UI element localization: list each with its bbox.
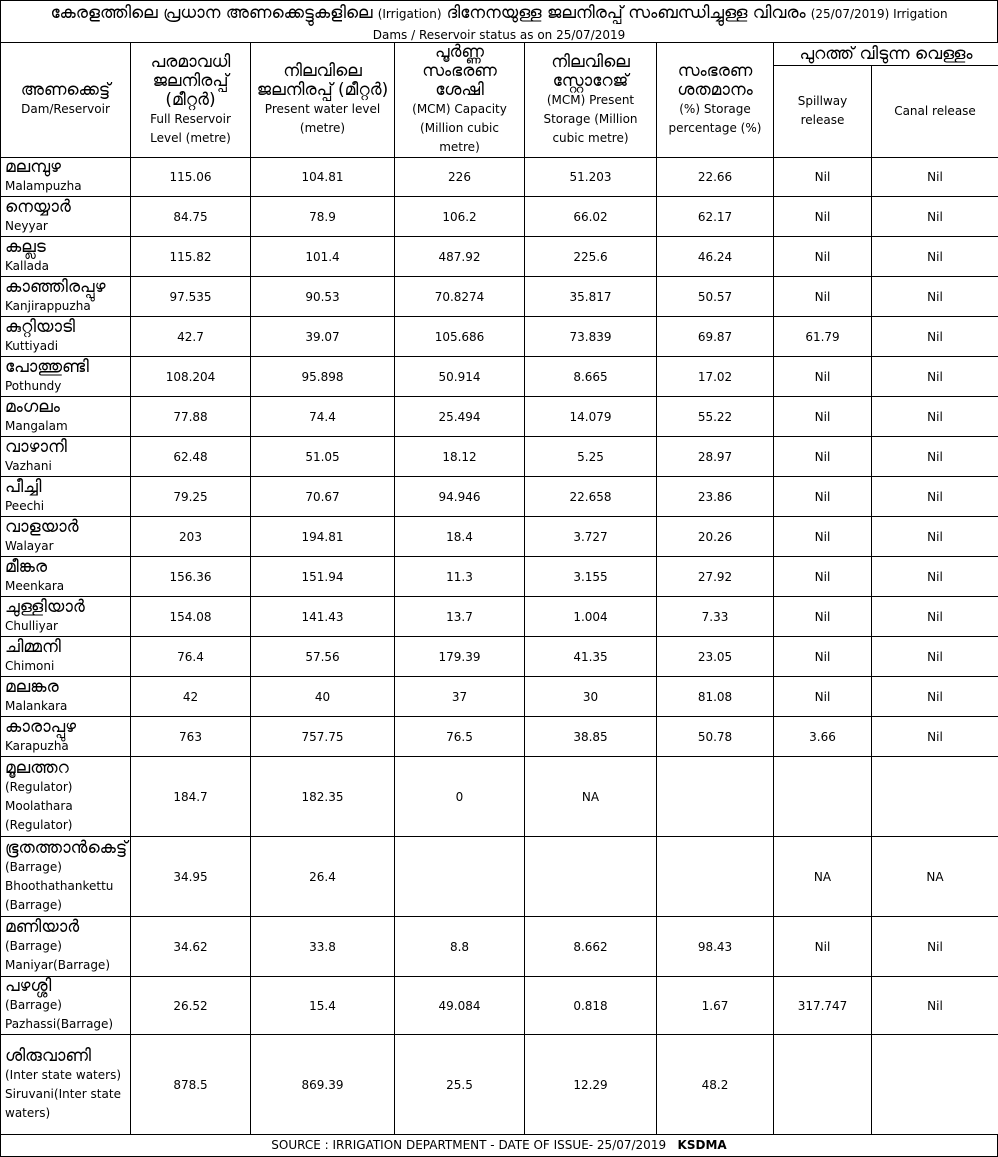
- table-row: [1, 158, 998, 197]
- cell-spill: Nil: [774, 557, 872, 597]
- cell-canal: Nil: [872, 277, 998, 317]
- table-row: [1, 677, 998, 717]
- dam-name-ml: ശിരുവാണി: [5, 1047, 127, 1066]
- cell-sto: 38.85: [525, 717, 657, 757]
- table-row: [1, 357, 998, 397]
- cell-frl: 154.08: [131, 597, 251, 637]
- cell-pwl: 194.81: [251, 517, 395, 557]
- cell-sto: 8.665: [525, 357, 657, 397]
- dam-name-cell: [1, 277, 131, 317]
- dam-name-cell: [1, 477, 131, 517]
- dam-name-ml: വാളയാർ: [5, 518, 127, 537]
- table-row: [1, 917, 998, 977]
- cell-pwl: 104.81: [251, 158, 395, 197]
- cell-sto: 73.839: [525, 317, 657, 357]
- cell-spill: 61.79: [774, 317, 872, 357]
- dam-name-en: (Barrage) Pazhassi(Barrage): [5, 996, 127, 1034]
- cell-spill: [774, 1035, 872, 1135]
- cell-cap: 106.2: [395, 197, 525, 237]
- title-en-line2: Dams / Reservoir status as on 25/07/2019: [373, 28, 626, 42]
- cell-pct: 50.78: [657, 717, 774, 757]
- dam-name-cell: [1, 1035, 131, 1135]
- cell-pwl: 869.39: [251, 1035, 395, 1135]
- page-title: [0, 0, 998, 42]
- dam-name-cell: [1, 158, 131, 197]
- dam-name-ml: കാരാപ്പുഴ: [5, 718, 127, 737]
- dam-name-en: Karapuzha: [5, 737, 127, 756]
- cell-sto: 30: [525, 677, 657, 717]
- cell-canal: Nil: [872, 437, 998, 477]
- dam-name-cell: [1, 717, 131, 757]
- cell-pct: 27.92: [657, 557, 774, 597]
- dam-name-cell: [1, 637, 131, 677]
- header-dam: അണക്കെട്ട് Dam/Reservoir: [1, 43, 131, 158]
- cell-pct: 22.66: [657, 158, 774, 197]
- cell-pwl: 101.4: [251, 237, 395, 277]
- dam-name-en: Vazhani: [5, 457, 127, 476]
- cell-frl: 763: [131, 717, 251, 757]
- cell-cap: 18.4: [395, 517, 525, 557]
- dam-name-en: Mangalam: [5, 417, 127, 436]
- dam-name-en: Meenkara: [5, 577, 127, 596]
- cell-spill: NA: [774, 837, 872, 917]
- dam-name-en: (Barrage) Maniyar(Barrage): [5, 937, 127, 975]
- dam-name-cell: [1, 837, 131, 917]
- header-canal: Canal release: [872, 65, 998, 157]
- dam-name-ml: ചുള്ളിയാർ: [5, 598, 127, 617]
- dam-name-cell: [1, 557, 131, 597]
- cell-cap: [395, 837, 525, 917]
- cell-canal: Nil: [872, 637, 998, 677]
- cell-cap: 25.494: [395, 397, 525, 437]
- dam-name-ml: കുറ്റിയാടി: [5, 318, 127, 337]
- cell-sto: 66.02: [525, 197, 657, 237]
- cell-canal: Nil: [872, 317, 998, 357]
- cell-pct: 46.24: [657, 237, 774, 277]
- dam-name-ml: ചിമ്മനി: [5, 638, 127, 657]
- cell-pwl: 15.4: [251, 977, 395, 1035]
- cell-spill: Nil: [774, 277, 872, 317]
- dam-name-cell: [1, 677, 131, 717]
- table-row: [1, 237, 998, 277]
- cell-cap: 18.12: [395, 437, 525, 477]
- dam-name-cell: [1, 197, 131, 237]
- cell-canal: Nil: [872, 557, 998, 597]
- cell-pwl: 70.67: [251, 477, 395, 517]
- cell-frl: 62.48: [131, 437, 251, 477]
- cell-cap: 49.084: [395, 977, 525, 1035]
- cell-spill: 317.747: [774, 977, 872, 1035]
- cell-spill: Nil: [774, 237, 872, 277]
- cell-pct: 1.67: [657, 977, 774, 1035]
- cell-pwl: 151.94: [251, 557, 395, 597]
- dam-name-en: Kanjirappuzha: [5, 297, 127, 316]
- dam-name-ml: പോത്തുണ്ടി: [5, 358, 127, 377]
- table-row: [1, 397, 998, 437]
- header-spillway: Spillway release: [774, 65, 872, 157]
- cell-pct: 17.02: [657, 357, 774, 397]
- cell-spill: [774, 757, 872, 837]
- cell-sto: 0.818: [525, 977, 657, 1035]
- cell-sto: 12.29: [525, 1035, 657, 1135]
- cell-frl: 115.82: [131, 237, 251, 277]
- dam-name-en: Pothundy: [5, 377, 127, 396]
- cell-canal: Nil: [872, 237, 998, 277]
- cell-frl: 76.4: [131, 637, 251, 677]
- cell-pwl: 141.43: [251, 597, 395, 637]
- cell-cap: 8.8: [395, 917, 525, 977]
- cell-frl: 77.88: [131, 397, 251, 437]
- cell-frl: 84.75: [131, 197, 251, 237]
- dam-name-en: Malankara: [5, 697, 127, 716]
- table-row: [1, 597, 998, 637]
- cell-canal: Nil: [872, 717, 998, 757]
- cell-cap: 94.946: [395, 477, 525, 517]
- cell-pct: 98.43: [657, 917, 774, 977]
- dam-name-en: Neyyar: [5, 217, 127, 236]
- table-row: [1, 197, 998, 237]
- dam-name-ml: നെയ്യാർ: [5, 198, 127, 217]
- cell-sto: 22.658: [525, 477, 657, 517]
- cell-spill: Nil: [774, 637, 872, 677]
- cell-cap: 50.914: [395, 357, 525, 397]
- cell-canal: [872, 757, 998, 837]
- cell-cap: 25.5: [395, 1035, 525, 1135]
- source-agency: KSDMA: [678, 1138, 727, 1152]
- dam-name-ml: മീങ്കര: [5, 558, 127, 577]
- table-row: [1, 717, 998, 757]
- cell-frl: 26.52: [131, 977, 251, 1035]
- cell-cap: 13.7: [395, 597, 525, 637]
- cell-frl: 108.204: [131, 357, 251, 397]
- cell-pct: 28.97: [657, 437, 774, 477]
- cell-frl: 42: [131, 677, 251, 717]
- dam-name-ml: ഭൂതത്താൻകെട്ട്: [5, 839, 127, 858]
- cell-canal: Nil: [872, 397, 998, 437]
- cell-sto: 3.155: [525, 557, 657, 597]
- table-row: [1, 437, 998, 477]
- cell-cap: 37: [395, 677, 525, 717]
- table-row: [1, 637, 998, 677]
- cell-pwl: 40: [251, 677, 395, 717]
- cell-pct: 81.08: [657, 677, 774, 717]
- table-body: [1, 158, 998, 1135]
- dam-name-en: Chulliyar: [5, 617, 127, 636]
- cell-sto: 35.817: [525, 277, 657, 317]
- table-row: [1, 837, 998, 917]
- cell-pwl: 57.56: [251, 637, 395, 677]
- header-storage: നിലവിലെ സ്റ്റോറേജ് (MCM) Present Storage (Million cubic metre): [525, 43, 657, 158]
- cell-frl: 184.7: [131, 757, 251, 837]
- cell-canal: Nil: [872, 477, 998, 517]
- dam-name-ml: കാഞ്ഞിരപ്പുഴ: [5, 278, 127, 297]
- dam-name-ml: പീച്ചി: [5, 478, 127, 497]
- cell-pct: 23.86: [657, 477, 774, 517]
- table-row: [1, 557, 998, 597]
- dam-name-en: Kallada: [5, 257, 127, 276]
- cell-frl: 156.36: [131, 557, 251, 597]
- dam-name-ml: മണിയാർ: [5, 918, 127, 937]
- cell-cap: 179.39: [395, 637, 525, 677]
- dam-name-cell: [1, 917, 131, 977]
- cell-frl: 878.5: [131, 1035, 251, 1135]
- dam-name-ml: മലമ്പുഴ: [5, 158, 127, 177]
- cell-canal: NA: [872, 837, 998, 917]
- header-pwl: നിലവിലെ ജലനിരപ്പ് (മീറ്റർ) Present water level (metre): [251, 43, 395, 158]
- title-en-1: (Irrigation): [378, 7, 442, 21]
- cell-frl: 115.06: [131, 158, 251, 197]
- table-row: [1, 977, 998, 1035]
- cell-canal: [872, 1035, 998, 1135]
- dam-name-en: Chimoni: [5, 657, 127, 676]
- cell-pct: [657, 837, 774, 917]
- cell-canal: Nil: [872, 597, 998, 637]
- cell-pwl: 757.75: [251, 717, 395, 757]
- header-outflow: പുറത്ത് വിടുന്ന വെള്ളം: [774, 43, 998, 66]
- header-percentage: സംഭരണ ശതമാനം (%) Storage percentage (%): [657, 43, 774, 158]
- dam-name-cell: [1, 977, 131, 1035]
- cell-pct: 48.2: [657, 1035, 774, 1135]
- cell-frl: 42.7: [131, 317, 251, 357]
- cell-pct: [657, 757, 774, 837]
- cell-spill: Nil: [774, 917, 872, 977]
- dam-name-cell: [1, 397, 131, 437]
- table-row: [1, 517, 998, 557]
- table-row: [1, 477, 998, 517]
- dam-name-en: Malampuzha: [5, 177, 127, 196]
- cell-pct: 50.57: [657, 277, 774, 317]
- cell-pwl: 90.53: [251, 277, 395, 317]
- dam-name-en: (Inter state waters) Siruvani(Inter state waters): [5, 1066, 127, 1123]
- cell-pct: 55.22: [657, 397, 774, 437]
- cell-pwl: 26.4: [251, 837, 395, 917]
- cell-cap: 11.3: [395, 557, 525, 597]
- cell-frl: 203: [131, 517, 251, 557]
- title-ml-1: കേരളത്തിലെ പ്രധാന അണക്കെട്ടുകളിലെ: [50, 3, 372, 23]
- dam-name-cell: [1, 517, 131, 557]
- cell-spill: Nil: [774, 437, 872, 477]
- cell-pwl: 74.4: [251, 397, 395, 437]
- cell-spill: Nil: [774, 397, 872, 437]
- cell-pwl: 33.8: [251, 917, 395, 977]
- cell-cap: 487.92: [395, 237, 525, 277]
- cell-canal: Nil: [872, 677, 998, 717]
- cell-pwl: 95.898: [251, 357, 395, 397]
- cell-frl: 34.95: [131, 837, 251, 917]
- cell-pct: 69.87: [657, 317, 774, 357]
- table-row: [1, 317, 998, 357]
- table-row: [1, 277, 998, 317]
- cell-sto: 8.662: [525, 917, 657, 977]
- cell-spill: Nil: [774, 517, 872, 557]
- cell-sto: [525, 837, 657, 917]
- dam-name-en: (Barrage) Bhoothathankettu (Barrage): [5, 858, 127, 915]
- dam-name-cell: [1, 237, 131, 277]
- header-capacity: പൂർണ്ണ സംഭരണ ശേഷി (MCM) Capacity (Million cubic metre): [395, 43, 525, 158]
- dam-name-cell: [1, 317, 131, 357]
- dam-name-cell: [1, 757, 131, 837]
- cell-canal: Nil: [872, 197, 998, 237]
- cell-pwl: 182.35: [251, 757, 395, 837]
- cell-spill: Nil: [774, 677, 872, 717]
- cell-pwl: 78.9: [251, 197, 395, 237]
- cell-spill: Nil: [774, 597, 872, 637]
- cell-cap: 105.686: [395, 317, 525, 357]
- table-row: [1, 757, 998, 837]
- dam-name-en: Peechi: [5, 497, 127, 516]
- cell-sto: 225.6: [525, 237, 657, 277]
- cell-frl: 79.25: [131, 477, 251, 517]
- dam-name-en: (Regulator) Moolathara (Regulator): [5, 778, 127, 835]
- cell-canal: Nil: [872, 158, 998, 197]
- cell-canal: Nil: [872, 517, 998, 557]
- cell-sto: 1.004: [525, 597, 657, 637]
- source-text: SOURCE : IRRIGATION DEPARTMENT - DATE OF ISSUE- 25/07/2019: [271, 1138, 666, 1152]
- cell-cap: 0: [395, 757, 525, 837]
- cell-sto: 5.25: [525, 437, 657, 477]
- cell-cap: 70.8274: [395, 277, 525, 317]
- source-footer: [0, 1135, 998, 1157]
- cell-pct: 23.05: [657, 637, 774, 677]
- cell-spill: Nil: [774, 158, 872, 197]
- cell-spill: Nil: [774, 357, 872, 397]
- dam-name-en: Walayar: [5, 537, 127, 556]
- reservoir-table: [0, 42, 998, 1135]
- dam-name-cell: [1, 597, 131, 637]
- dam-name-ml: കല്ലട: [5, 238, 127, 257]
- dam-name-ml: മൂലത്തറ: [5, 759, 127, 778]
- cell-frl: 34.62: [131, 917, 251, 977]
- dam-name-ml: മംഗലം: [5, 398, 127, 417]
- cell-frl: 97.535: [131, 277, 251, 317]
- cell-pwl: 39.07: [251, 317, 395, 357]
- dam-name-ml: മലങ്കര: [5, 678, 127, 697]
- cell-pct: 62.17: [657, 197, 774, 237]
- cell-pct: 20.26: [657, 517, 774, 557]
- cell-spill: Nil: [774, 197, 872, 237]
- cell-canal: Nil: [872, 917, 998, 977]
- cell-cap: 76.5: [395, 717, 525, 757]
- title-en-2: (25/07/2019) Irrigation: [811, 7, 948, 21]
- dam-name-cell: [1, 357, 131, 397]
- table-row: [1, 1035, 998, 1135]
- dam-name-en: Kuttiyadi: [5, 337, 127, 356]
- header-frl: പരമാവധി ജലനിരപ്പ് (മീറ്റർ) Full Reservoir Level (metre): [131, 43, 251, 158]
- dam-name-cell: [1, 437, 131, 477]
- title-ml-2: ദിനേനയുള്ള ജലനിരപ്പ് സംബന്ധിച്ചുള്ള വിവരം: [447, 3, 806, 23]
- cell-canal: Nil: [872, 977, 998, 1035]
- cell-cap: 226: [395, 158, 525, 197]
- cell-spill: 3.66: [774, 717, 872, 757]
- cell-spill: Nil: [774, 477, 872, 517]
- cell-sto: 3.727: [525, 517, 657, 557]
- dam-name-ml: വാഴാനി: [5, 438, 127, 457]
- cell-sto: 41.35: [525, 637, 657, 677]
- cell-canal: Nil: [872, 357, 998, 397]
- cell-sto: 51.203: [525, 158, 657, 197]
- dam-name-ml: പഴശ്ശി: [5, 977, 127, 996]
- cell-pwl: 51.05: [251, 437, 395, 477]
- cell-sto: NA: [525, 757, 657, 837]
- cell-pct: 7.33: [657, 597, 774, 637]
- cell-sto: 14.079: [525, 397, 657, 437]
